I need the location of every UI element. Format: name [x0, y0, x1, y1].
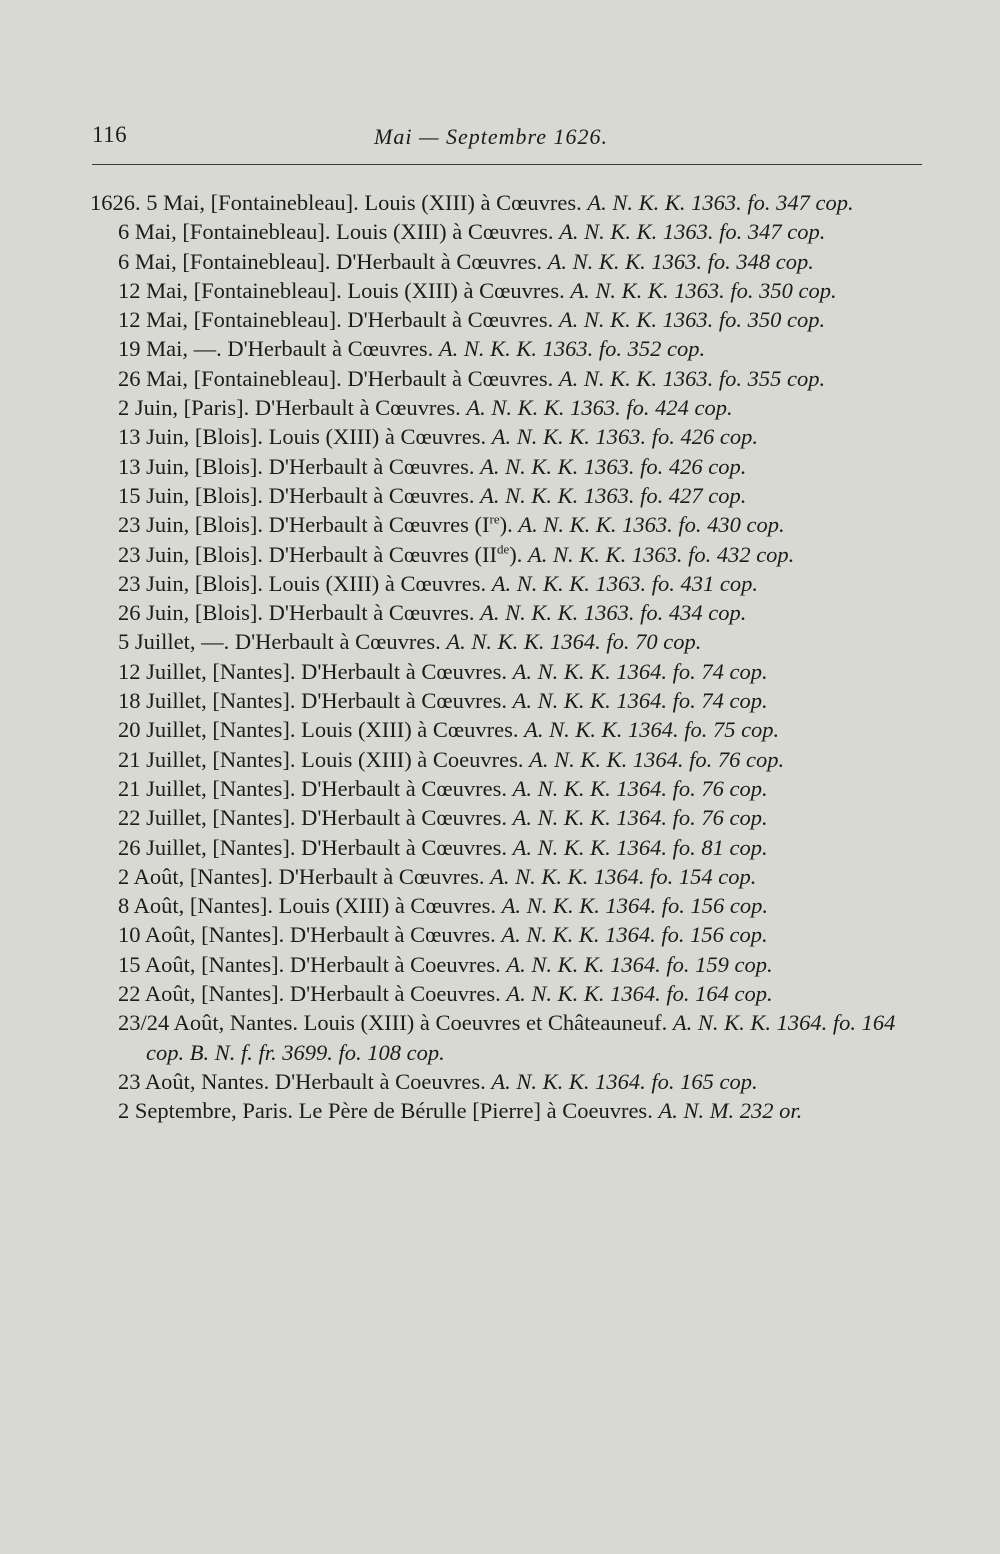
entry-letter-number-suffix: de — [497, 541, 510, 557]
entry-year: 1626. — [90, 190, 141, 215]
list-item — [118, 334, 928, 363]
entry-correspondents: Louis (XIII) à Cœuvres. — [278, 893, 497, 919]
entry-list — [90, 188, 928, 1126]
entry-date: 10 Août, — [118, 922, 196, 948]
list-item — [118, 1096, 928, 1125]
list-item — [118, 627, 928, 656]
entry-correspondents: D'Herbault à Cœuvres. — [268, 600, 475, 626]
entry-date: 2 Juin, — [118, 395, 179, 421]
entry-correspondents: D'Herbault à Cœuvres — [268, 541, 469, 567]
entry-correspondents: D'Herbault à Cœuvres. — [301, 834, 507, 860]
entry-place: [Blois]. — [194, 512, 264, 538]
list-item — [118, 803, 928, 832]
entry-place: [Nantes]. — [212, 688, 296, 714]
entry-place: [Blois]. — [194, 570, 264, 596]
entry-archive-reference: A. N. K. K. 1363. fo. 347 cop. — [587, 190, 854, 215]
entry-archive-reference: A. N. K. K. 1363. fo. 426 cop. — [491, 424, 758, 450]
entry-correspondents: D'Herbault à Cœuvres. — [289, 922, 496, 948]
entry-archive-reference: A. N. K. K. 1364. fo. 81 cop. — [512, 834, 768, 860]
entry-correspondents: Louis (XIII) à Coeuvres. — [301, 746, 524, 772]
list-item — [118, 920, 928, 949]
list-item — [118, 364, 928, 393]
entry-archive-reference: A. N. K. K. 1364. fo. 164 cop. — [506, 981, 773, 1007]
entry-correspondents: D'Herbault à Cœuvres. — [254, 395, 461, 421]
entry-date: 26 Juin, — [118, 600, 190, 626]
list-item — [118, 657, 928, 686]
entry-correspondents: D'Herbault à Cœuvres. — [278, 863, 485, 889]
entry-archive-reference: A. N. K. K. 1363. fo. 424 cop. — [466, 395, 733, 421]
entry-place: [Blois]. — [194, 541, 264, 567]
list-item — [118, 452, 928, 481]
entry-date: 15 Juin, — [118, 482, 190, 508]
entry-correspondents: D'Herbault à Cœuvres. — [336, 248, 542, 274]
entry-place: [Fontainebleau]. — [193, 365, 342, 391]
entry-place: [Nantes]. — [201, 981, 285, 1007]
entry-correspondents: Louis (XIII) à Cœuvres. — [268, 424, 487, 450]
entry-date: 21 Juillet, — [118, 775, 207, 801]
entry-archive-reference: A. N. K. K. 1363. fo. 350 cop. — [570, 277, 837, 303]
entry-archive-reference: A. N. K. K. 1364. fo. 159 cop. — [506, 951, 773, 977]
entry-date: 26 Juillet, — [118, 834, 207, 860]
entry-archive-reference: A. N. K. K. 1364. fo. 76 cop. — [529, 746, 785, 772]
entry-archive-reference: A. N. K. K. 1363. fo. 432 cop. — [528, 541, 795, 567]
entry-correspondents: D'Herbault à Cœuvres. — [268, 482, 475, 508]
entry-date: 23 Août, — [118, 1068, 196, 1094]
entry-date: 12 Mai, — [118, 307, 188, 333]
entry-correspondents: D'Herbault à Cœuvres. — [301, 805, 507, 831]
entry-place: [Fontainebleau]. — [193, 277, 342, 303]
entry-archive-reference: A. N. K. K. 1363. fo. 347 cop. — [559, 219, 826, 245]
list-item — [118, 774, 928, 803]
entry-date: 8 Août, — [118, 893, 185, 919]
entry-archive-reference: A. N. K. K. 1364. fo. 74 cop. — [512, 658, 768, 684]
entry-correspondents: Louis (XIII) à Cœuvres. — [268, 570, 487, 596]
list-item — [90, 188, 928, 217]
entry-archive-reference: A. N. K. K. 1364. fo. 154 cop. — [490, 863, 757, 889]
entry-date: 21 Juillet, — [118, 746, 207, 772]
entry-archive-reference: A. N. K. K. 1363. fo. 350 cop. — [558, 307, 826, 333]
entry-archive-reference: A. N. K. K. 1363. fo. 431 cop. — [491, 570, 758, 596]
entry-date: 13 Juin, — [118, 424, 190, 450]
entry-archive-reference: A. N. K. K. 1363. fo. 430 cop. — [518, 512, 785, 538]
entry-date: 6 Mai, — [118, 248, 177, 274]
entry-correspondents: D'Herbault à Coeuvres. — [289, 951, 501, 977]
entry-correspondents: D'Herbault à Cœuvres. — [301, 658, 507, 684]
entry-place: [Nantes]. — [212, 805, 296, 831]
list-item — [118, 540, 928, 569]
entry-correspondents: D'Herbault à Cœuvres — [268, 512, 469, 538]
entry-place: [Nantes]. — [201, 922, 285, 948]
entry-place: [Blois]. — [194, 424, 264, 450]
entry-place: Nantes. — [229, 1010, 298, 1036]
entry-date: 12 Mai, — [118, 277, 188, 303]
entry-archive-reference: A. N. K. K. 1364. fo. 156 cop. — [501, 893, 768, 919]
list-item — [118, 598, 928, 627]
entry-archive-reference: A. N. K. K. 1364. fo. 75 cop. — [524, 717, 780, 743]
entry-letter-number: (II — [474, 541, 498, 567]
entry-place: [Fontainebleau]. — [182, 219, 331, 245]
list-item — [118, 569, 928, 598]
entry-correspondents: D'Herbault à Coeuvres. — [289, 981, 501, 1007]
entry-letter-number-close: ). — [499, 512, 513, 538]
entry-date: 19 Mai, — [118, 336, 188, 362]
entry-place: [Blois]. — [194, 482, 264, 508]
entry-place: [Nantes]. — [212, 775, 296, 801]
entry-archive-reference: A. N. K. K. 1364. fo. 156 cop. — [501, 922, 768, 948]
entry-correspondents: D'Herbault à Coeuvres. — [274, 1068, 486, 1094]
entry-correspondents: Louis (XIII) à Cœuvres. — [347, 277, 565, 303]
page-number: 116 — [92, 122, 128, 147]
entry-archive-reference: A. N. K. K. 1364. fo. 76 cop. — [512, 805, 768, 831]
entry-correspondents: D'Herbault à Cœuvres. — [234, 629, 441, 655]
list-item — [118, 862, 928, 891]
list-item — [118, 276, 928, 305]
entry-archive-reference: A. N. K. K. 1364. fo. 74 cop. — [512, 688, 768, 714]
entry-date: 23 Juin, — [118, 512, 190, 538]
entry-place: [Nantes]. — [212, 658, 296, 684]
entry-place: [Paris]. — [183, 395, 250, 421]
entry-correspondents: Louis (XIII) à Cœuvres. — [336, 219, 554, 245]
entry-place: [Blois]. — [194, 453, 264, 479]
entry-archive-reference: A. N. K. K. 1364. fo. 165 cop. — [491, 1068, 758, 1094]
list-item — [118, 715, 928, 744]
list-item — [118, 217, 928, 246]
list-item — [118, 950, 928, 979]
entry-place: [Fontainebleau]. — [193, 307, 342, 333]
entry-place: [Nantes]. — [189, 863, 273, 889]
entry-place: [Blois]. — [194, 600, 264, 626]
entry-place: Nantes. — [201, 1068, 270, 1094]
entry-date: 22 Juillet, — [118, 805, 207, 831]
entry-archive-reference: A. N. K. K. 1363. fo. 434 cop. — [480, 600, 747, 626]
entry-archive-reference: A. N. K. K. 1363. fo. 427 cop. — [480, 482, 747, 508]
entry-date: 23/24 Août, — [118, 1010, 225, 1036]
entry-date: 22 Août, — [118, 981, 196, 1007]
list-item — [118, 393, 928, 422]
list-item — [118, 833, 928, 862]
list-item — [118, 422, 928, 451]
entry-place: [Nantes]. — [212, 746, 296, 772]
entry-archive-reference: A. N. K. K. 1363. fo. 352 cop. — [438, 336, 706, 362]
entry-place: [Nantes]. — [201, 951, 285, 977]
list-item — [118, 481, 928, 510]
entry-correspondents: Le Père de Bérulle [Pierre] à Coeuvres. — [298, 1098, 653, 1124]
list-item — [118, 686, 928, 715]
entry-date: 5 Juillet, — [118, 629, 196, 655]
list-item — [118, 1067, 928, 1096]
entry-date: 13 Juin, — [118, 453, 190, 479]
entry-date: 6 Mai, — [118, 219, 177, 245]
entry-letter-number-suffix: re — [489, 511, 500, 527]
running-title: Mai — Septembre 1626. — [374, 124, 609, 149]
entry-date: 2 Septembre, — [118, 1098, 237, 1124]
entry-date: 5 Mai, — [146, 190, 205, 215]
entry-place: Paris. — [242, 1098, 293, 1124]
entry-archive-reference: A. N. K. K. 1363. fo. 348 cop. — [547, 248, 814, 274]
entry-date: 12 Juillet, — [118, 658, 207, 684]
entry-place: [Fontainebleau]. — [182, 248, 331, 274]
list-item — [118, 979, 928, 1008]
entry-archive-reference: A. N. K. K. 1363. fo. 426 cop. — [480, 453, 747, 479]
entry-archive-reference: A. N. K. K. 1363. fo. 355 cop. — [558, 365, 826, 391]
header-rule — [92, 164, 922, 165]
entry-place: [Nantes]. — [212, 717, 296, 743]
entry-correspondents: D'Herbault à Cœuvres. — [347, 365, 554, 391]
entry-date: 20 Juillet, — [118, 717, 207, 743]
entry-correspondents: D'Herbault à Cœuvres. — [347, 307, 554, 333]
entry-correspondents: D'Herbault à Cœuvres. — [301, 688, 507, 714]
entry-date: 18 Juillet, — [118, 688, 207, 714]
entry-date: 2 Août, — [118, 863, 185, 889]
list-item — [118, 1008, 928, 1067]
entry-date: 26 Mai, — [118, 365, 188, 391]
entry-correspondents: Louis (XIII) à Cœuvres. — [364, 190, 582, 215]
entry-correspondents: Louis (XIII) à Coeuvres et Châteauneuf. — [303, 1010, 668, 1036]
list-item — [118, 745, 928, 774]
entry-correspondents: D'Herbault à Cœuvres. — [227, 336, 434, 362]
entry-place: —. — [193, 336, 222, 362]
entry-date: 23 Juin, — [118, 541, 190, 567]
entry-place: [Fontainebleau]. — [210, 190, 359, 215]
page-header — [92, 118, 922, 162]
entry-archive-reference: A. N. K. K. 1364. fo. 76 cop. — [512, 775, 768, 801]
entry-correspondents: D'Herbault à Cœuvres. — [268, 453, 475, 479]
entry-place: [Nantes]. — [189, 893, 273, 919]
entry-correspondents: D'Herbault à Cœuvres. — [301, 775, 507, 801]
list-item — [118, 247, 928, 276]
list-item — [118, 510, 928, 539]
entry-place: [Nantes]. — [212, 834, 296, 860]
entry-place: —. — [201, 629, 230, 655]
entry-letter-number-close: ). — [509, 541, 523, 567]
entry-letter-number: (I — [474, 512, 490, 538]
list-item — [118, 305, 928, 334]
entry-date: 15 Août, — [118, 951, 196, 977]
entry-correspondents: Louis (XIII) à Cœuvres. — [301, 717, 519, 743]
entry-archive-reference: A. N. K. K. 1364. fo. 164 cop. B. N. f. fr. 3699. fo. 108 cop. — [146, 1010, 896, 1065]
list-item — [118, 891, 928, 920]
entry-date: 23 Juin, — [118, 570, 190, 596]
entry-archive-reference: A. N. K. K. 1364. fo. 70 cop. — [446, 629, 702, 655]
entry-archive-reference: A. N. M. 232 or. — [658, 1098, 803, 1124]
